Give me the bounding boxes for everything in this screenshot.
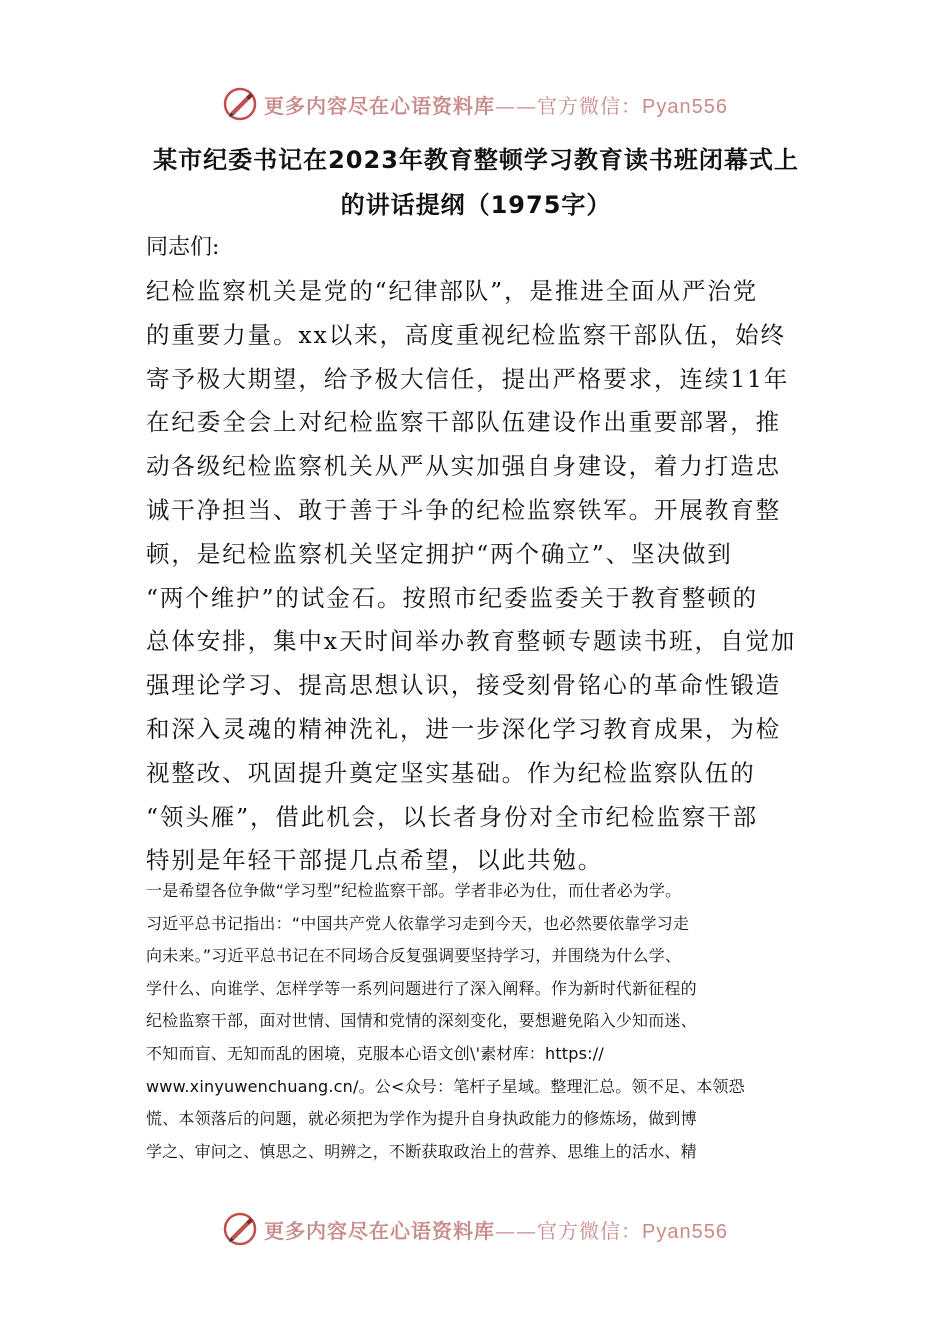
text-line: 强理论学习、提高思想认识，接受刻骨铭心的革命性锻造	[146, 671, 781, 700]
text-line: 顿，是纪检监察机关坚定拥护“两个确立”、坚决做到	[146, 539, 733, 568]
text-line: 总体安排，集中x天时间举办教育整顿专题读书班，自觉加	[146, 627, 797, 656]
top-watermark-banner	[0, 84, 950, 124]
banner-text	[264, 90, 728, 119]
text-line: 纪检监察机关是党的“纪律部队”，是推进全面从严治党	[146, 277, 759, 305]
pen-logo-icon	[222, 1211, 258, 1247]
text-line: 习近平总书记指出：“中国共产党人依靠学习走到今天，也必然要依靠学习走	[146, 913, 690, 933]
text-line: 学什么、向谁学、怎样学等一系列问题进行了深入阐释。作为新时代新征程的	[146, 978, 697, 998]
text-line: 寄予极大期望，给予极大信任，提出严格要求，连续11年	[146, 364, 790, 393]
text-line: 和深入灵魂的精神洗礼，进一步深化学习教育成果，为检	[146, 714, 781, 743]
banner-label: 官方微信：	[537, 1218, 643, 1243]
banner-dash: ——	[495, 93, 538, 118]
text-line: 动各级纪检监察机关从严从实加强自身建设，着力打造忠	[146, 452, 781, 481]
bottom-watermark-banner	[0, 1209, 950, 1249]
title-line: 的讲话提纲（1975字）	[340, 191, 612, 219]
text-line: 一是希望各位争做“学习型”纪检监察干部。学者非必为仕，而仕者必为学。	[146, 881, 682, 900]
text-line: 特别是年轻干部提几点希望，以此共勉。	[146, 846, 604, 875]
banner-brand: 更多内容尽在心语资料库	[264, 1218, 496, 1243]
banner-wechat-id: Pyan556	[642, 1220, 728, 1243]
text-line: 诚干净担当、敢于善于斗争的纪检监察铁军。开展教育整	[146, 495, 781, 524]
text-line: “领头雁”，借此机会，以长者身份对全市纪检监察干部	[146, 802, 759, 831]
banner-text	[264, 1215, 728, 1244]
text-line: 视整改、巩固提升奠定坚实基础。作为纪检监察队伍的	[146, 758, 756, 787]
paragraph-point-one	[146, 875, 806, 1168]
document-title	[146, 138, 806, 228]
banner-label: 官方微信：	[537, 93, 643, 118]
text-line: 学之、审问之、慎思之、明辨之，不断获取政治上的营养、思维上的活水、精	[146, 1141, 697, 1161]
greeting: 同志们:	[146, 235, 220, 260]
text-line: “两个维护”的试金石。按照市纪委监委关于教育整顿的	[146, 583, 759, 612]
pen-logo-icon	[222, 86, 258, 122]
text-line: 的重要力量。xx以来，高度重视纪检监察干部队伍，始终	[146, 320, 786, 349]
banner-dash: ——	[495, 1218, 538, 1243]
text-line: 慌、本领落后的问题，就必须把为学作为提升自身执政能力的修炼场，做到博	[146, 1109, 697, 1129]
banner-wechat-id: Pyan556	[642, 95, 728, 118]
text-line: 在纪委全会上对纪检监察干部队伍建设作出重要部署，推	[146, 408, 781, 437]
title-line: 某市纪委书记在2023年教育整顿学习教育读书班闭幕式上	[153, 146, 799, 174]
text-line: 不知而盲、无知而乱的困境，克服本心语文创\'素材库：https://	[146, 1043, 604, 1063]
text-line: 纪检监察干部，面对世情、国情和党情的深刻变化，要想避免陷入少知而迷、	[146, 1011, 697, 1031]
text-line: www.xinyuwenchuang.cn/。公<众号：笔杆子星域。整理汇总。领不足、本领恐	[146, 1076, 745, 1096]
text-line: 向未来。”习近平总书记在不同场合反复强调要坚持学习，并围绕为什么学、	[146, 946, 682, 966]
paragraph-intro	[146, 270, 808, 883]
banner-brand: 更多内容尽在心语资料库	[264, 93, 496, 118]
